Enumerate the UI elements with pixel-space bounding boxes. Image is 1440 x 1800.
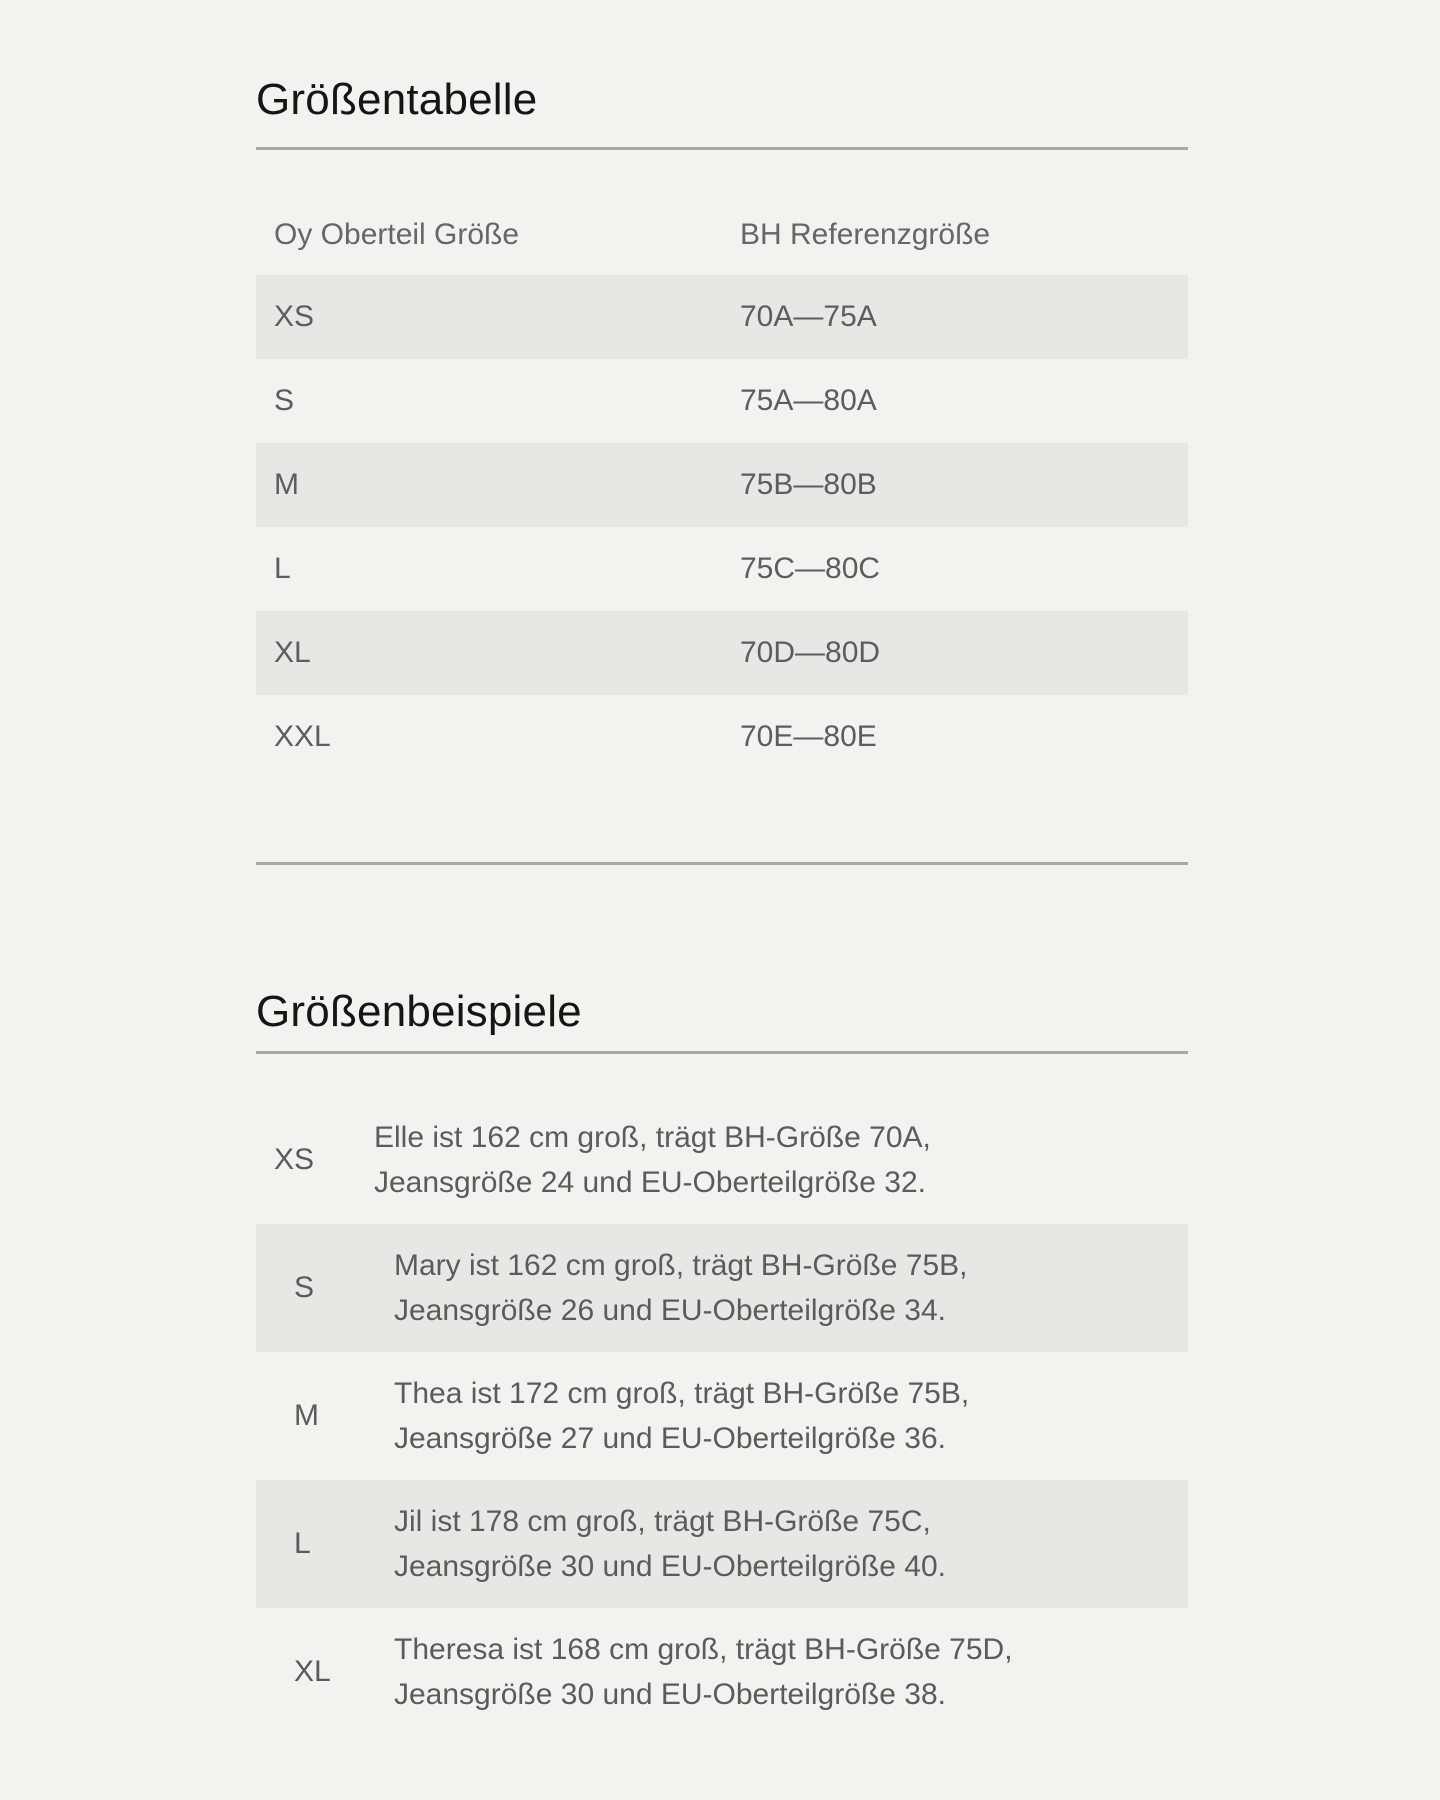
divider (256, 147, 1188, 150)
top-size-cell: XS (274, 300, 315, 333)
bra-size-cell: 70E—80E (740, 720, 877, 753)
header-bra-size: BH Referenzgröße (740, 218, 991, 251)
divider (256, 1051, 1188, 1054)
example-line: Jil ist 178 cm groß, trägt BH-Größe 75C, (394, 1505, 931, 1538)
bra-size-cell: 70A—75A (740, 300, 877, 333)
bra-size-cell: 75B—80B (740, 468, 877, 501)
size-examples-list (256, 1096, 1188, 1736)
divider (256, 862, 1188, 865)
list-item (256, 1224, 1188, 1352)
list-item (256, 1096, 1188, 1224)
example-line: Jeansgröße 27 und EU-Oberteilgröße 36. (394, 1422, 946, 1455)
example-line: Theresa ist 168 cm groß, trägt BH-Größe 75D, (394, 1633, 1013, 1666)
example-description (394, 1499, 1194, 1589)
example-size: XS (274, 1143, 315, 1176)
size-chart-table (256, 195, 1188, 779)
example-line: Elle ist 162 cm groß, trägt BH-Größe 70A, (374, 1121, 931, 1154)
list-item (256, 1608, 1188, 1736)
top-size-cell: XL (274, 636, 311, 669)
example-line: Jeansgröße 30 und EU-Oberteilgröße 40. (394, 1550, 946, 1583)
example-description (394, 1371, 1194, 1461)
size-examples-title: Größenbeispiele (256, 986, 582, 1036)
bra-size-cell: 70D—80D (740, 636, 881, 669)
example-line: Jeansgröße 24 und EU-Oberteilgröße 32. (374, 1166, 926, 1199)
example-description (394, 1243, 1194, 1333)
example-size: M (294, 1399, 319, 1432)
size-chart-header-row (256, 195, 1188, 275)
list-item (256, 1480, 1188, 1608)
top-size-cell: S (274, 384, 295, 417)
header-top-size: Oy Oberteil Größe (274, 218, 520, 251)
example-line: Thea ist 172 cm groß, trägt BH-Größe 75B, (394, 1377, 970, 1410)
bra-size-cell: 75C—80C (740, 552, 881, 585)
bra-size-cell: 75A—80A (740, 384, 877, 417)
example-line: Jeansgröße 26 und EU-Oberteilgröße 34. (394, 1294, 946, 1327)
example-description (394, 1627, 1194, 1717)
table-row (256, 695, 1188, 779)
example-description (374, 1115, 1174, 1205)
table-row (256, 527, 1188, 611)
table-row (256, 359, 1188, 443)
top-size-cell: XXL (274, 720, 331, 753)
list-item (256, 1352, 1188, 1480)
example-line: Mary ist 162 cm groß, trägt BH-Größe 75B, (394, 1249, 968, 1282)
table-row (256, 611, 1188, 695)
example-line: Jeansgröße 30 und EU-Oberteilgröße 38. (394, 1678, 946, 1711)
top-size-cell: M (274, 468, 299, 501)
example-size: XL (294, 1655, 331, 1688)
table-row (256, 443, 1188, 527)
size-chart-title: Größentabelle (256, 75, 538, 125)
example-size: S (294, 1271, 315, 1304)
table-row (256, 275, 1188, 359)
example-size: L (294, 1527, 311, 1560)
top-size-cell: L (274, 552, 291, 585)
